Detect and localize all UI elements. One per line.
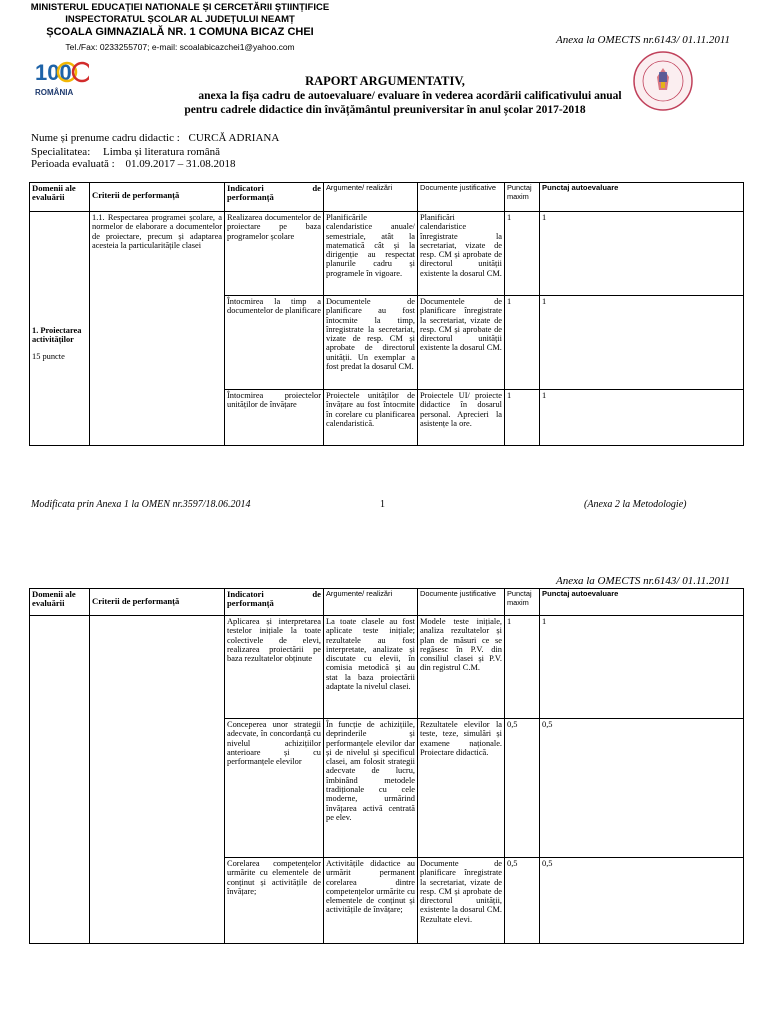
header-indicators: Indicatori de performanță [225, 589, 324, 616]
page2-annex-reference: Anexa la OMECTS nr.6143/ 01.11.2011 [556, 575, 731, 587]
report-title: RAPORT ARGUMENTATIV, [305, 74, 465, 88]
document-cell: Rezultatele elevilor la teste, teze, simulări și examene naționale. Proiectare didactică. [418, 719, 505, 858]
teacher-name-value: CURCĂ ADRIANA [188, 132, 280, 144]
header-indicators: Indicatori de performanță [225, 183, 324, 212]
ministry-line: MINISTERUL EDUCAȚIEI NATIONALE ȘI CERCETĂRII ȘTIINȚIFICE [30, 2, 330, 13]
school-name: ȘCOALA GIMNAZIALĂ NR. 1 COMUNA BICAZ CHEI [46, 26, 314, 38]
self-cell: 1 [540, 616, 744, 719]
self-cell: 1 [540, 296, 744, 390]
annex-reference: Anexa la OMECTS nr.6143/ 01.11.2011 [556, 34, 731, 46]
table-header-row [30, 183, 744, 212]
header-max: Punctaj maxim [505, 183, 540, 212]
argument-cell: Documentele de planificare au fost întocmite la timp, înregistrate la secretariat, vizate de resp. CM și aprobate de directorul unității. Un exemplar a fost predat la dosarul CM. [324, 296, 418, 390]
self-cell: 1 [540, 390, 744, 446]
max-cell: 1 [505, 390, 540, 446]
criteria-cell: 1.1. Respectarea programei școlare, a normelor de elaborare a documentelor de proiectare, precum și adaptarea acesteia la particularitățile clasei [90, 212, 225, 446]
period-value: 01.09.2017 – 31.08.2018 [125, 158, 236, 170]
header-criteria: Criterii de performanță [90, 183, 225, 212]
report-subtitle-2: pentru cadrele didactice din învățământul preuniversitar în anul școlar 2017-2018 [184, 104, 586, 116]
specialty-value: Limba și literatura română [103, 146, 220, 158]
max-cell: 0,5 [505, 858, 540, 944]
specialty-line [31, 146, 531, 158]
header-self: Punctaj autoevaluare [540, 589, 744, 616]
argument-cell: Activitățile didactice au urmărit permanent corelarea dintre competențelor urmărite cu elementele de conținut și activitățile de învățare; [324, 858, 418, 944]
table-header-row [30, 589, 744, 616]
period-line [31, 158, 531, 170]
footer-modification: Modificata prin Anexa 1 la OMEN nr.3597/18.06.2014 [31, 499, 251, 510]
logo-country: ROMÂNIA [35, 88, 74, 97]
inspectorate-line: INSPECTORATUL ȘCOLAR AL JUDEȚULUI NEAMȚ [65, 14, 295, 25]
report-subtitle-1: anexa la fișa cadru de autoevaluare/ evaluare în vederea acordării calificativului anual [198, 90, 622, 102]
header-domain: Domenii ale evaluării [30, 183, 90, 212]
indicator-cell: Conceperea unor strategii adecvate, în concordanță cu nivelul achizițiilor anterioare și cu performanțele elevilor [225, 719, 324, 858]
header-max: Punctaj maxim [505, 589, 540, 616]
table-row [30, 616, 744, 719]
argument-cell: Proiectele unităților de învățare au fost întocmite în corelare cu planificarea calendaristică. [324, 390, 418, 446]
school-contact: Tel./Fax: 0233255707; e-mail: scoalabicazchei1@yahoo.com [65, 42, 295, 52]
header-self: Punctaj autoevaluare [540, 183, 744, 212]
argument-cell: În funcție de achizițiile, deprinderile și performanțele elevilor dar și de nivelul și specificul clasei, am folosit strategii adecvate de lucru, îmbinând metodele tradiționale cu cele moderne, urmărind învățarea activă centrată pe elev. [324, 719, 418, 858]
indicator-cell: Aplicarea și interpretarea testelor inițiale la toate colectivele de elevi, realizarea proiectării pe baza rezultatelor obținute [225, 616, 324, 719]
self-cell: 1 [540, 212, 744, 296]
header-criteria: Criterii de performanță [90, 589, 225, 616]
indicator-cell: Întocmirea proiectelor unităților de învățare [225, 390, 324, 446]
indicator-cell: Corelarea competențelor urmărite cu elementele de conținut și activitățile de învățare; [225, 858, 324, 944]
max-cell: 1 [505, 296, 540, 390]
argument-cell: Planificările calendaristice anuale/ semestriale, atât la matematică cât și la dirigenție au respectat planurile cadru și programele în vigoare. [324, 212, 418, 296]
domain-title: 1. Proiectarea activităților [32, 325, 82, 344]
specialty-label: Specialitatea: [31, 146, 91, 158]
centenary-logo-mark [33, 60, 89, 84]
footer-methodology: (Anexa 2 la Metodologie) [584, 499, 687, 510]
document-cell: Proiectele UI/ proiecte didactice în dosarul personal. Aprecieri la asistențe la ore. [418, 390, 505, 446]
argument-cell: La toate clasele au fost aplicate teste inițiale; rezultatele au fost interpretate, analizate și discutate cu elevii, în comisia metodică și au stat la baza proiectării adaptate la nivelul clasei. [324, 616, 418, 719]
max-cell: 1 [505, 616, 540, 719]
max-cell: 1 [505, 212, 540, 296]
teacher-name-line [31, 132, 531, 144]
indicator-cell: Realizarea documentelor de proiectare pe baza programelor școlare [225, 212, 324, 296]
evaluation-table-2 [29, 588, 744, 944]
svg-text:100: 100 [35, 60, 72, 84]
max-cell: 0,5 [505, 719, 540, 858]
document-cell: Documente de planificare înregistrate la secretariat, vizate de resp. CM și aprobate de directorul unității, existente la dosarul CM. Rezultate elevi. [418, 858, 505, 944]
page-number: 1 [380, 499, 385, 510]
criteria-cell [90, 616, 225, 944]
evaluation-table-1 [29, 182, 744, 446]
domain-points: 15 puncte [32, 352, 65, 362]
document-cell: Planificări calendaristice înregistrate la secretariat, vizate de resp. CM și aprobate de directorul unității existente la dosarul CM. [418, 212, 505, 296]
table-row [30, 212, 744, 296]
document-cell: Modele teste inițiale, analiza rezultatelor și plan de măsuri ce se regăsesc în P.V. din consiliul clasei și P.V. din registrul C.M. [418, 616, 505, 719]
centenary-logo [33, 60, 89, 97]
domain-cell [30, 212, 90, 446]
self-cell: 0,5 [540, 719, 744, 858]
header-documents: Documente justificative [418, 589, 505, 616]
header-arguments: Argumente/ realizări [324, 589, 418, 616]
domain-cell [30, 616, 90, 944]
indicator-cell: Întocmirea la timp a documentelor de planificare [225, 296, 324, 390]
self-cell: 0,5 [540, 858, 744, 944]
document-cell: Documentele de planificare înregistrate la secretariat, vizate de resp. CM și aprobate de directorul unității existente la dosarul CM. [418, 296, 505, 390]
header-domain: Domenii ale evaluării [30, 589, 90, 616]
teacher-name-label: Nume și prenume cadru didactic : [31, 132, 180, 144]
header-arguments: Argumente/ realizări [324, 183, 418, 212]
period-label: Perioada evaluată : [31, 158, 115, 170]
header-documents: Documente justificative [418, 183, 505, 212]
